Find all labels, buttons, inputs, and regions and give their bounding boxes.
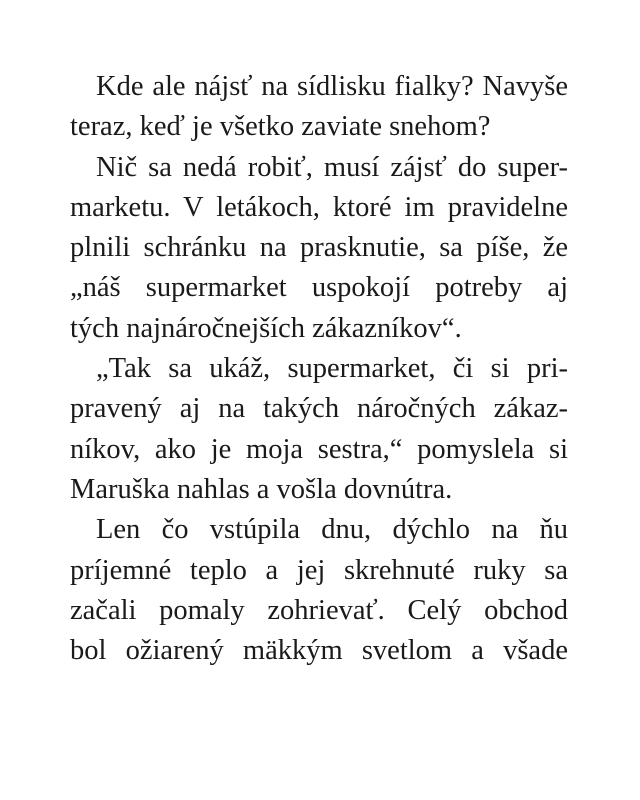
text-line: „náš supermarket uspokojí potreby aj bbox=[70, 272, 568, 304]
text-line: Nič sa nedá robiť, musí zájsť do super- bbox=[96, 151, 568, 183]
text-line: tých najnáročnejších zákazníkov“. bbox=[70, 312, 462, 344]
text-line: začali pomaly zohrievať. Celý obchod bbox=[70, 594, 568, 626]
text-line: bol ožiarený mäkkým svetlom a všade bbox=[70, 635, 568, 667]
text-line: Kde ale nájsť na sídlisku fialky? Navyše bbox=[96, 71, 568, 102]
text-line: „Tak sa ukáž, supermarket, či si pri- bbox=[96, 353, 568, 385]
text-line: pravený aj na takých náročných zákaz- bbox=[70, 393, 568, 425]
text-line: teraz, keď je všetko zaviate snehom? bbox=[70, 111, 491, 143]
book-page-text bbox=[70, 67, 568, 671]
text-line: Maruška nahlas a vošla dovnútra. bbox=[70, 473, 453, 505]
text-line: Len čo vstúpila dnu, dýchlo na ňu bbox=[96, 514, 568, 546]
text-line: príjemné teplo a jej skrehnuté ruky sa bbox=[70, 554, 568, 586]
text-line: níkov, ako je moja sestra,“ pomyslela si bbox=[70, 433, 568, 465]
text-line: marketu. V letákoch, ktoré im pravidelne bbox=[70, 191, 568, 223]
text-line: plnili schránku na prasknutie, sa píše, že bbox=[70, 232, 568, 264]
